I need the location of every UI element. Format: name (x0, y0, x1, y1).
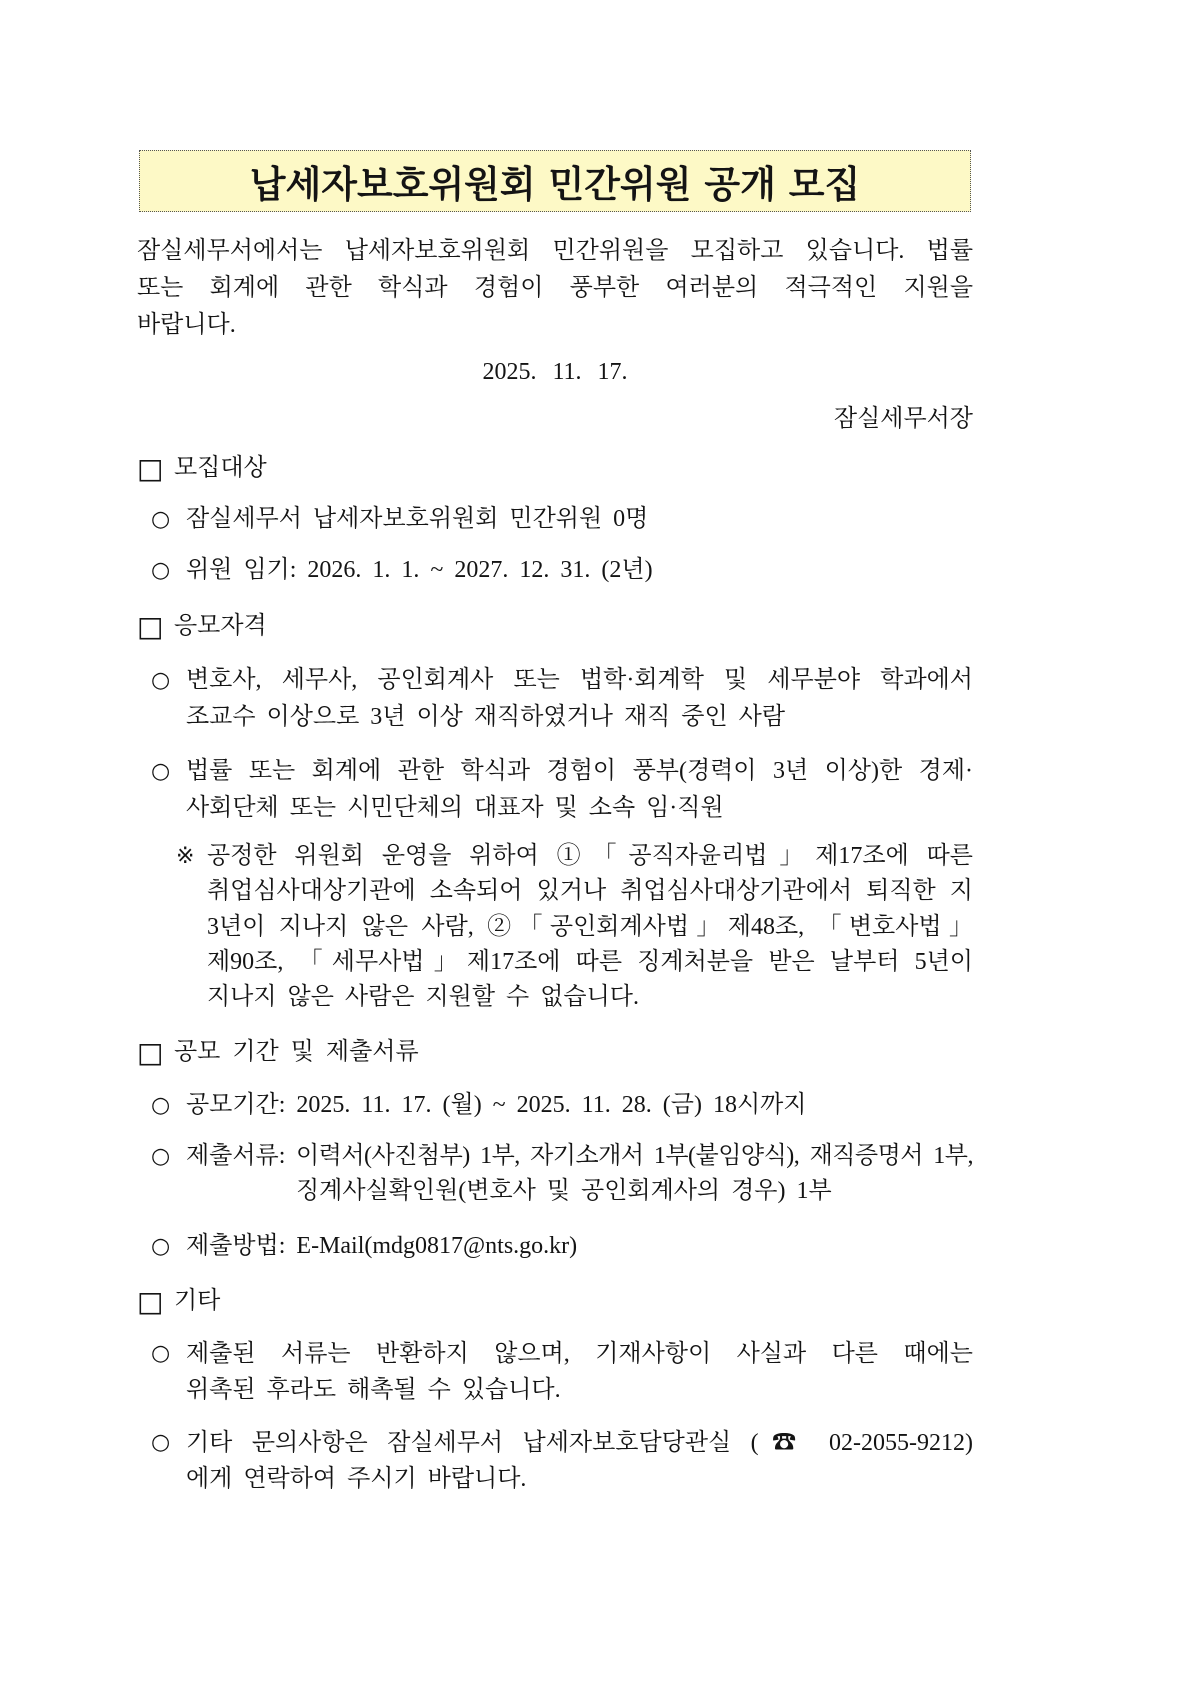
reference-mark-icon: ※ (176, 844, 195, 869)
item-line: 잠실세무서 납세자보호위원회 민간위원 0명 (186, 506, 649, 532)
square-bullet-icon: □ (137, 610, 164, 643)
item-text (186, 1425, 973, 1497)
note-line: 3년이 지나지 않은 사람, ②「공인회계사법」제48조, 「변호사법」 (207, 913, 973, 940)
item-text (186, 1087, 973, 1124)
note-line: 공정한 위원회 운영을 위하여 ①「공직자윤리법」제17조에 따른 (207, 843, 973, 869)
list-item (150, 753, 973, 827)
section-recruitment-target (0, 450, 1190, 589)
section-heading-row (137, 1034, 973, 1071)
circle-bullet-icon: ○ (151, 759, 171, 784)
item-line: 조교수 이상으로 3년 이상 재직하였거나 재직 중인 사람 (186, 704, 786, 730)
item-line: 기타 문의사항은 잠실세무서 납세자보호담당관실 (☎ 02-2055-9212) (186, 1430, 973, 1457)
list-item (150, 552, 973, 589)
item-line: 변호사, 세무사, 공인회계사 또는 법학·회계학 및 세무분야 학과에서 (186, 667, 973, 693)
list-item (150, 662, 973, 736)
item-line: 이력서(사진첨부) 1부, 자기소개서 1부(붙임양식), 재직증명서 1부, (296, 1143, 973, 1170)
section-heading: 공모 기간 및 제출서류 (174, 1039, 419, 1066)
circle-bullet-icon: ○ (151, 668, 171, 693)
note-line: 취업심사대상기관에 소속되어 있거나 취업심사대상기관에서 퇴직한 지 (207, 878, 973, 905)
note-text (207, 839, 973, 1015)
item-line: 징계사실확인원(변호사 및 공인회계사의 경우) 1부 (296, 1178, 832, 1205)
page-title: 납세자보호위원회 민간위원 공개 모집 (249, 163, 861, 206)
note-line: 지나지 않은 사람은 지원할 수 없습니다. (207, 984, 639, 1010)
section-period-and-documents (0, 1034, 1190, 1265)
item-line: 법률 또는 회계에 관한 학식과 경험이 풍부(경력이 3년 이상)한 경제· (186, 758, 973, 784)
item-line: 제출된 서류는 반환하지 않으며, 기재사항이 사실과 다른 때에는 (186, 1341, 973, 1368)
section-heading-row (137, 1283, 973, 1320)
item-text (186, 552, 973, 589)
circle-bullet-icon: ○ (151, 1341, 171, 1367)
circle-bullet-icon: ○ (151, 558, 171, 583)
item-text (186, 662, 973, 736)
item-text (186, 1139, 973, 1209)
circle-bullet-icon: ○ (151, 1430, 171, 1456)
square-bullet-icon: □ (137, 1285, 164, 1319)
list-item (150, 1336, 973, 1408)
item-text (186, 753, 973, 827)
list-item (150, 501, 973, 538)
eligibility-note (176, 839, 973, 1015)
circle-bullet-icon: ○ (151, 507, 171, 532)
intro-line: 바랍니다. (137, 312, 236, 338)
square-bullet-icon: □ (137, 452, 164, 485)
item-text (186, 501, 973, 538)
section-heading-row (137, 608, 973, 645)
list-item (150, 1139, 973, 1209)
title-box (139, 150, 971, 212)
item-line: 에게 연락하여 주시기 바랍니다. (186, 1466, 527, 1493)
item-text (186, 1228, 973, 1265)
section-other (0, 1283, 1190, 1497)
item-line: 위촉된 후라도 해촉될 수 있습니다. (186, 1377, 561, 1404)
intro-line: 잠실세무서에서는 납세자보호위원회 민간위원을 모집하고 있습니다. 법률 (137, 238, 973, 264)
item-label: 제출서류: (186, 1143, 286, 1170)
circle-bullet-icon: ○ (151, 1093, 171, 1119)
notice-date: 2025. 11. 17. (482, 359, 628, 385)
note-line: 제90조, 「세무사법」제17조에 따른 징계처분을 받은 날부터 5년이 (207, 948, 973, 975)
list-item (150, 1425, 973, 1497)
circle-bullet-icon: ○ (151, 1144, 171, 1170)
section-eligibility (0, 608, 1190, 1015)
item-line: 위원 임기: 2026. 1. 1. ~ 2027. 12. 31. (2년) (186, 557, 653, 583)
intro-paragraph (137, 233, 973, 344)
list-item (150, 1228, 973, 1265)
intro-line: 또는 회계에 관한 학식과 경험이 풍부한 여러분의 적극적인 지원을 (137, 275, 973, 301)
square-bullet-icon: □ (137, 1036, 164, 1070)
item-line: 사회단체 또는 시민단체의 대표자 및 소속 임·직원 (186, 795, 724, 821)
section-heading: 기타 (174, 1288, 221, 1315)
list-item (150, 1087, 973, 1124)
circle-bullet-icon: ○ (151, 1234, 171, 1260)
section-heading: 모집대상 (174, 455, 267, 481)
section-heading-row (137, 450, 973, 487)
issuer-name: 잠실세무서장 (833, 406, 973, 432)
section-heading: 응모자격 (174, 613, 267, 639)
item-text (186, 1336, 973, 1408)
item-value (296, 1139, 973, 1209)
item-line: 제출방법: E-Mail(mdg0817@nts.go.kr) (186, 1233, 578, 1260)
item-line: 공모기간: 2025. 11. 17. (월) ~ 2025. 11. 28. (금) 18시까지 (186, 1092, 807, 1119)
